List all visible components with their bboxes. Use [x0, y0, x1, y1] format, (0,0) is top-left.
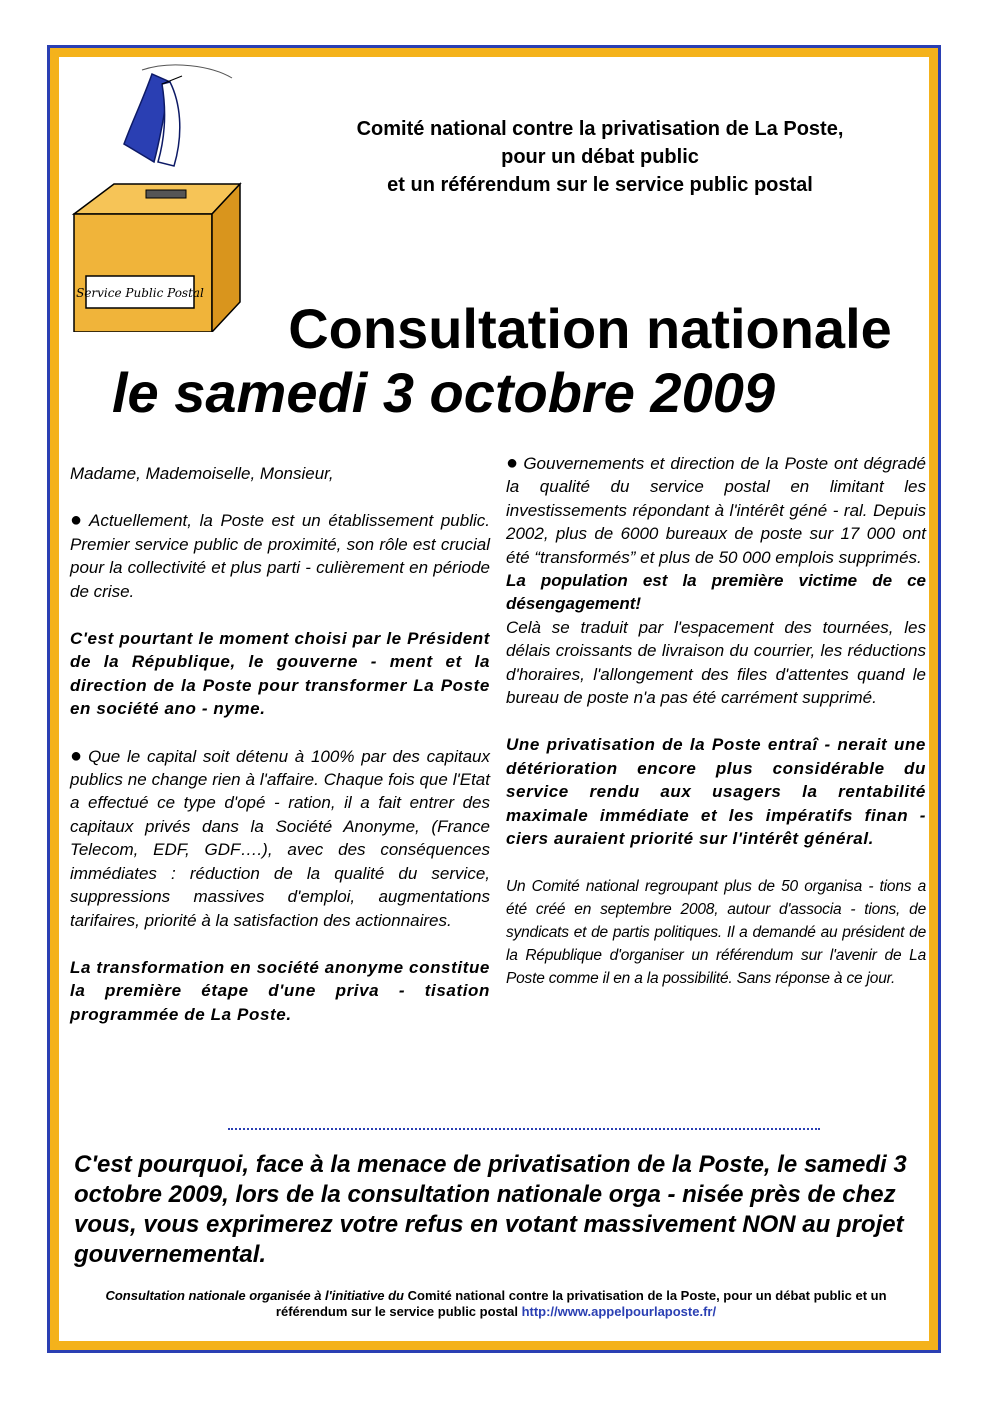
left-paragraph-2: C'est pourtant le moment choisi par le Président de la République, le gouverne - ment et la direction de la Poste pour transformer La Poste en société ano - nyme. [70, 629, 490, 719]
footer [70, 1288, 922, 1320]
footer-text: Comité national contre la privatisation de la Poste, pour un débat public et un référendum sur le service public postal [275, 1288, 887, 1319]
committee-line-1: Comité national contre la privatisation de La Poste, [356, 118, 844, 140]
bullet-icon: ● [70, 509, 85, 532]
main-title: Consultation nationale [288, 297, 892, 360]
greeting: Madame, Mademoiselle, Monsieur, [70, 464, 334, 483]
right-paragraph-5: Un Comité national regroupant plus de 50 organisa - tions a été créé en septembre 2008, autour d'associa - tions, de syndicats et de partis politiques. Il a demandé au président de la République d'organiser un référendum sur l'avenir de La Poste comme il en a la possibilité. Sans réponse à ce jour. [506, 877, 926, 987]
footer-link[interactable]: http://www.appelpourlaposte.fr/ [521, 1304, 717, 1319]
left-paragraph-4: La transformation en société anonyme constitue la première étape d'une priva - tisation programmée de La Poste. [70, 957, 490, 1024]
dotted-divider [228, 1128, 820, 1130]
ballot-box-logo [62, 62, 262, 332]
left-column [70, 462, 490, 1026]
right-paragraph-3: Celà se traduit par l'espacement des tournées, les délais croissants de livraison du courrier, les réductions d'horaires, l'allongement des files d'attentes quand le bureau de poste n'a pas été carrément supprimé. [506, 617, 926, 708]
main-date-title: le samedi 3 octobre 2009 [112, 361, 776, 424]
right-paragraph-2: La population est la première victime de ce désengagement! [506, 571, 926, 614]
bullet-icon: ● [506, 452, 520, 474]
bullet-icon: ● [70, 744, 85, 767]
logo-label-text: Service Public Postal [76, 286, 204, 300]
left-paragraph-1: ● Actuellement, la Poste est un établissement public. Premier service public de proximité, son rôle est crucial pour la collectivité et plus parti - culièrement en période de crise. [70, 509, 490, 601]
footer-italic: Consultation nationale organisée à l'initiative du [105, 1288, 404, 1303]
conclusion: C'est pourquoi, face à la menace de privatisation de la Poste, le samedi 3 octobre 2009, lors de la consultation nationale orga - nisée près de chez vous, vous exprimerez votre refus en votant massivement NON au projet gouvernemental. [74, 1151, 907, 1268]
committee-line-3: et un référendum sur le service public postal [387, 174, 813, 196]
right-column [506, 452, 926, 990]
right-paragraph-1: ● Gouvernements et direction de la Poste ont dégradé la qualité du service postal en limitant les investissements répondant à l'intérêt géné - ral. Depuis 2002, plus de 6000 bureaux de poste sur 17 000 ont été “transformés” et plus de 50 000 emplois supprimés. [506, 452, 926, 567]
committee-line-2: pour un débat public [501, 146, 699, 168]
left-paragraph-3: ● Que le capital soit détenu à 100% par des capitaux publics ne change rien à l'affaire. Chaque fois que l'Etat a effectué ce type d'opé - ration, il a fait entrer des capitaux privés dans la Société Anonyme, (France Telecom, EDF, GDF….), avec des conséquences immédiates : réduction de la qualité du service, suppressions massives d'emploi, augmentations tarifaires, priorité à la satisfaction des actionnaires. [70, 744, 490, 930]
committee-heading [270, 115, 930, 199]
right-paragraph-4: Une privatisation de la Poste entraî - nerait une détérioration encore plus considérable du service rendu aux usagers la rentabilité maximale immédiate et les impératifs finan - ciers auraient priorité sur l'intérêt général. [506, 735, 926, 849]
